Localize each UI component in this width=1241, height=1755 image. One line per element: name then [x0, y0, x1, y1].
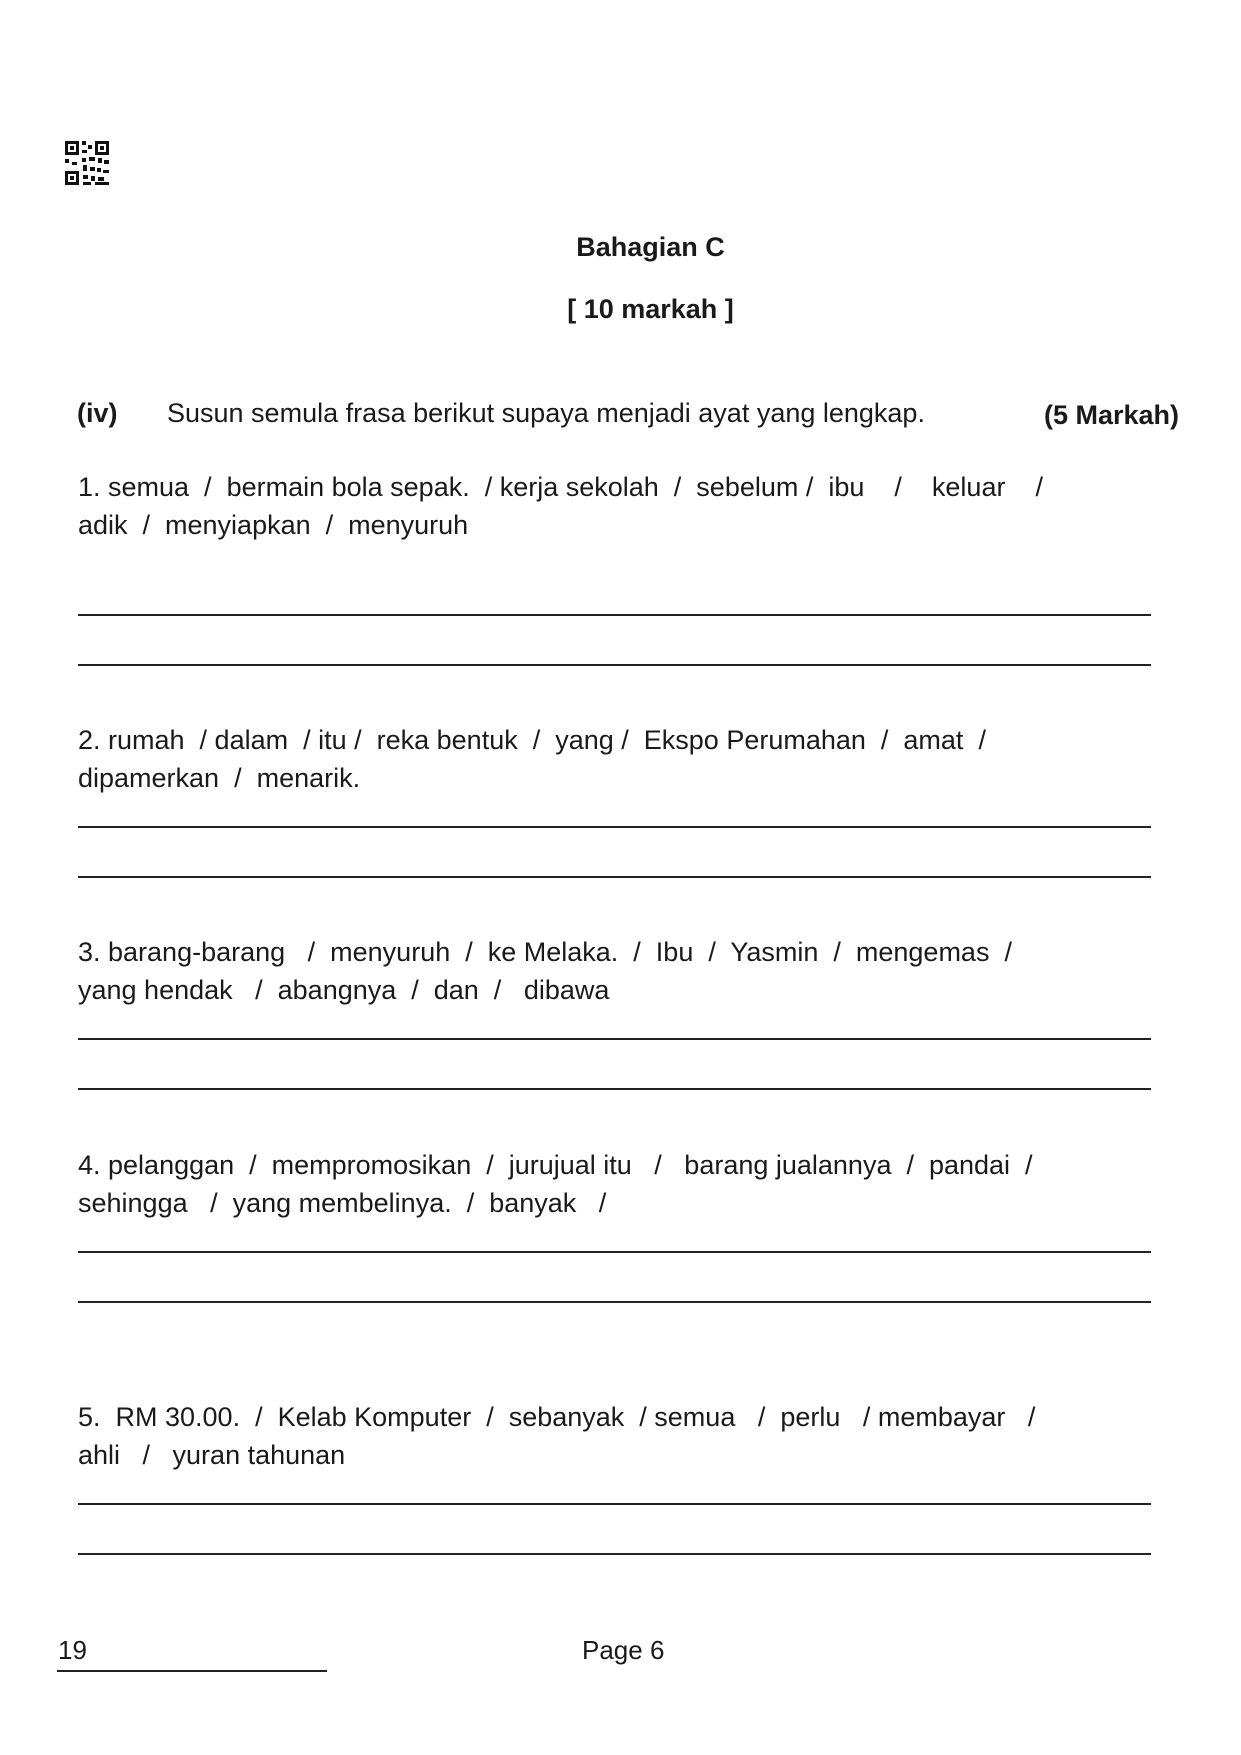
- answer-line[interactable]: [78, 614, 1151, 616]
- question-text-line: sehingga / yang membelinya. / banyak /: [78, 1188, 607, 1218]
- question-text-line: adik / menyiapkan / menyuruh: [78, 510, 469, 540]
- answer-line[interactable]: [78, 1553, 1151, 1555]
- footer-underline: [57, 1670, 327, 1672]
- qr-code-icon: [65, 141, 109, 185]
- section-title: Bahagian C: [576, 232, 725, 262]
- question-text-line: yang hendak / abangnya / dan / dibawa: [78, 975, 610, 1005]
- instruction-text: Susun semula frasa berikut supaya menjadi ayat yang lengkap.: [167, 398, 925, 428]
- question-text-line: dipamerkan / menarik.: [78, 763, 361, 793]
- answer-line[interactable]: [78, 876, 1151, 878]
- instruction-number: (iv): [77, 398, 118, 428]
- question-3: [78, 933, 1178, 1009]
- question-text-line: ahli / yuran tahunan: [78, 1440, 346, 1470]
- question-text-line: 5. RM 30.00. / Kelab Komputer / sebanyak / semua / perlu / membayar /: [78, 1402, 1036, 1432]
- question-5: [78, 1398, 1178, 1474]
- question-text-line: 3. barang-barang / menyuruh / ke Melaka. / Ibu / Yasmin / mengemas /: [78, 937, 1012, 967]
- question-4: [78, 1146, 1178, 1222]
- question-2: [78, 721, 1178, 797]
- question-text-line: 1. semua / bermain bola sepak. / kerja sekolah / sebelum / ibu / keluar /: [78, 472, 1043, 502]
- section-marks: [ 10 markah ]: [567, 294, 734, 324]
- answer-line[interactable]: [78, 1503, 1151, 1505]
- page-number: Page 6: [582, 1635, 665, 1665]
- question-text-line: 4. pelanggan / mempromosikan / jurujual itu / barang jualannya / pandai /: [78, 1150, 1033, 1180]
- answer-line[interactable]: [78, 1038, 1151, 1040]
- footer-number: 19: [58, 1635, 87, 1665]
- instruction-marks: (5 Markah): [1043, 400, 1179, 430]
- answer-line[interactable]: [78, 1301, 1151, 1303]
- question-text-line: 2. rumah / dalam / itu / reka bentuk / yang / Ekspo Perumahan / amat /: [78, 725, 986, 755]
- answer-line[interactable]: [78, 826, 1151, 828]
- answer-line[interactable]: [78, 1088, 1151, 1090]
- question-1: [78, 468, 1178, 544]
- answer-line[interactable]: [78, 664, 1151, 666]
- answer-line[interactable]: [78, 1251, 1151, 1253]
